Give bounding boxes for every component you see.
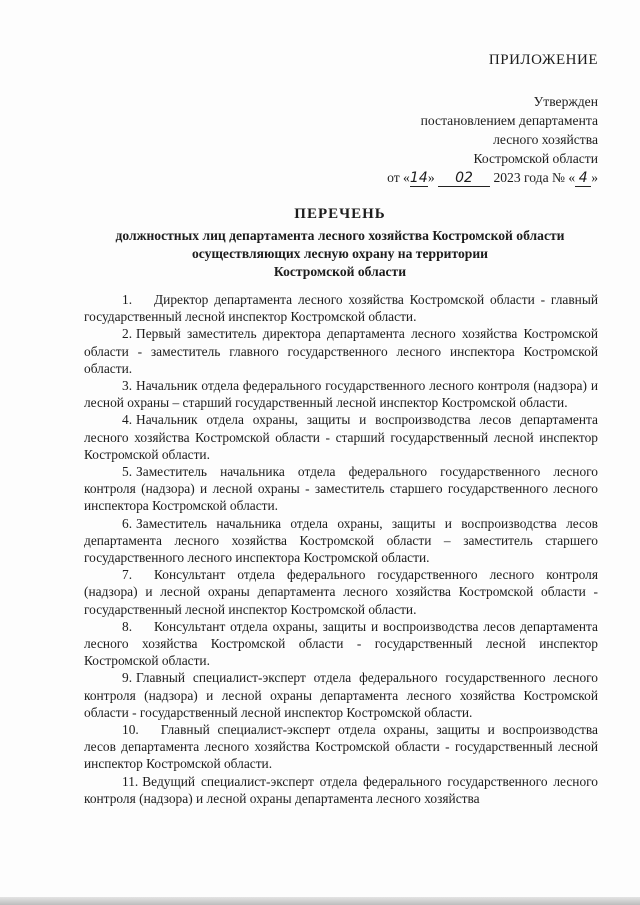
appendix-label: ПРИЛОЖЕНИЕ	[488, 52, 598, 68]
list-item: 1. Директор департамента лесного хозяйства Костромской области - главный государственный лесной инспектор Костромской области.	[84, 292, 598, 325]
approval-block	[338, 92, 598, 187]
approval-line-1: Утвержден	[533, 94, 598, 109]
number-close-quote: »	[591, 170, 598, 185]
officials-list	[84, 291, 598, 807]
list-item: 5. Заместитель начальника отдела федерального государственного лесного контроля (надзора) и лесной охраны - заместитель старшего государственного лесного инспектора Костромской области.	[84, 464, 598, 514]
date-prefix: от «	[387, 170, 410, 185]
list-item: 2. Первый заместитель директора департамента лесного хозяйства Костромской области - заместитель главного государственного лесного инспектора Костромской области.	[84, 326, 598, 376]
approval-line-3: лесного хозяйства	[493, 132, 598, 147]
handwritten-number: 4	[575, 171, 591, 187]
year-text: 2023 года № «	[493, 170, 576, 185]
heading-title: ПЕРЕЧЕНЬ	[294, 206, 386, 222]
list-item: 3. Начальник отдела федерального государственного лесного контроля (надзора) и лесной охраны – старший государственный лесной инспектор Костромской области.	[84, 378, 598, 411]
list-item: 6. Заместитель начальника отдела охраны, защиты и воспроизводства лесов департамента лесного хозяйства Костромской области – заместитель старшего государственного лесного инспектора Костромской области.	[84, 515, 598, 566]
list-item: 11. Ведущий специалист-эксперт отдела федерального государственного лесного контроля (надзора) и лесной охраны департамента лесного хозяйства	[84, 773, 598, 806]
day-close-quote: »	[427, 170, 435, 185]
approval-line-2: постановлением департамента	[420, 113, 598, 128]
approval-line-4: Костромской области	[473, 151, 598, 166]
list-item: 8. Консультант отдела охраны, защиты и воспроизводства лесов департамента лесного хозяйства Костромской области - государственный лесной инспектор Костромской области.	[84, 618, 598, 669]
heading-line-3: Костромской области	[273, 264, 407, 279]
heading-line-1: должностных лиц департамента лесного хозяйства Костромской области	[115, 228, 565, 243]
list-item: 4. Начальник отдела охраны, защиты и воспроизводства лесов департамента лесного хозяйства Костромской области - старший государственный лесной инспектор Костромской области.	[84, 412, 598, 462]
heading-line-2: осуществляющих лесную охрану на территории	[192, 246, 488, 261]
approval-date-line	[338, 168, 598, 187]
list-item: 10. Главный специалист-эксперт отдела охраны, защиты и воспроизводства лесов департамента лесного хозяйства Костромской области - государственный лесной инспектор Костромской области.	[84, 722, 598, 772]
list-item: 9. Главный специалист-эксперт отдела федерального государственного лесного контроля (надзора) и лесной охраны департамента лесного хозяйства Костромской области - государственный лесной инспектор Костромской области.	[84, 670, 598, 720]
scan-bottom-edge	[0, 897, 640, 905]
document-heading	[80, 205, 600, 281]
list-item: 7. Консультант отдела федерального государственного лесного контроля (надзора) и лесной охраны департамента лесного хозяйства Костромской области - государственный лесной инспектор Костромской области.	[84, 567, 598, 617]
handwritten-day: 14	[409, 170, 428, 186]
handwritten-month: 02	[438, 171, 490, 187]
